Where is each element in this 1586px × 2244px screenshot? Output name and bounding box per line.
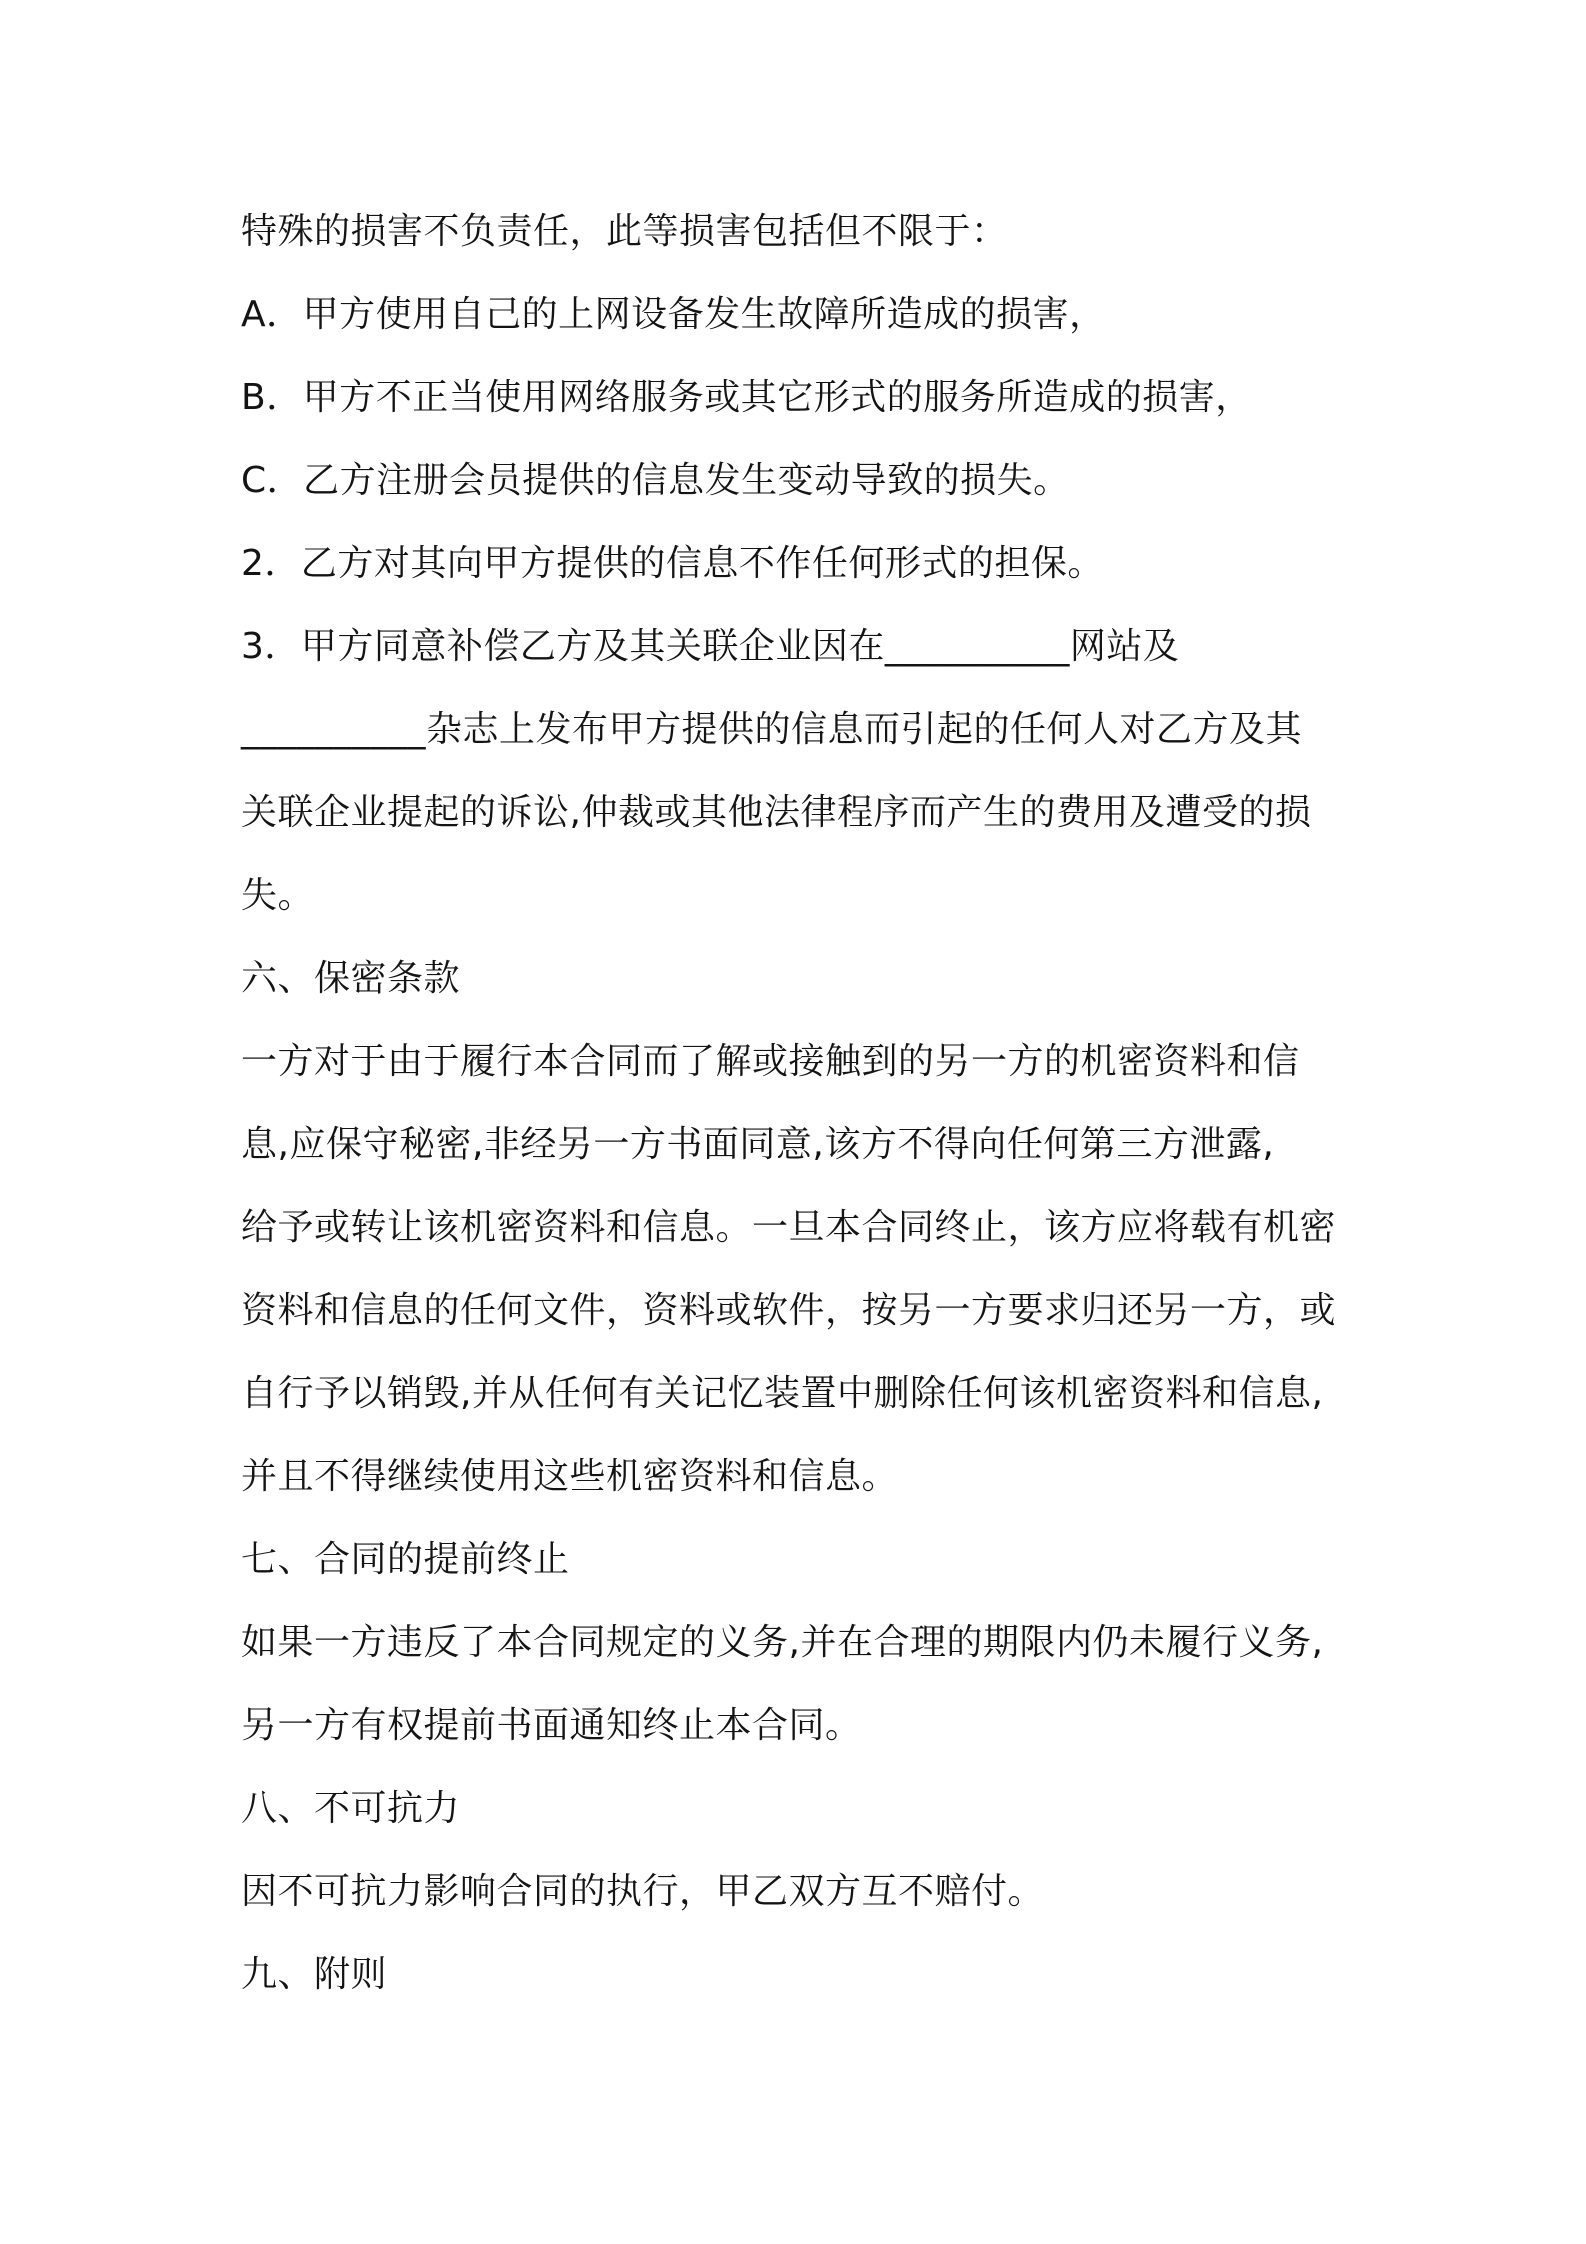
section-heading: 九、附则 <box>241 1954 388 1995</box>
text-line: 如果一方违反了本合同规定的义务,并在合理的期限内仍未履行义务, <box>241 1622 1324 1663</box>
text-line: B．甲方不正当使用网络服务或其它形式的服务所造成的损害， <box>241 377 1252 418</box>
text-line: 并且不得继续使用这些机密资料和信息。 <box>241 1456 899 1497</box>
text-line: 给予或转让该机密资料和信息。一旦本合同终止，该方应将载有机密 <box>241 1207 1337 1248</box>
text-line: 息,应保守秘密,非经另一方书面同意,该方不得向任何第三方泄露, <box>241 1124 1275 1165</box>
text-line: 另一方有权提前书面通知终止本合同。 <box>241 1705 862 1746</box>
section-heading: 七、合同的提前终止 <box>241 1539 570 1580</box>
text-line: 因不可抗力影响合同的执行，甲乙双方互不赔付。 <box>241 1871 1045 1912</box>
text-line: 特殊的损害不负责任，此等损害包括但不限于： <box>241 211 1008 252</box>
text-line: 自行予以销毁,并从任何有关记忆装置中删除任何该机密资料和信息, <box>241 1373 1324 1414</box>
text-line: 关联企业提起的诉讼,仲裁或其他法律程序而产生的费用及遭受的损 <box>241 792 1312 833</box>
section-heading: 八、不可抗力 <box>241 1788 461 1829</box>
section-heading: 六、保密条款 <box>241 958 461 999</box>
text-line: 一方对于由于履行本合同而了解或接触到的另一方的机密资料和信 <box>241 1041 1300 1082</box>
text-line: C．乙方注册会员提供的信息发生变动导致的损失。 <box>241 460 1070 501</box>
text-line: 2．乙方对其向甲方提供的信息不作任何形式的担保。 <box>241 543 1104 584</box>
text-line: 3．甲方同意补偿乙方及其关联企业因在__________网站及 <box>241 626 1180 667</box>
text-line: 失。 <box>241 875 315 916</box>
text-line: A．甲方使用自己的上网设备发生故障所造成的损害， <box>241 294 1106 335</box>
text-line: __________杂志上发布甲方提供的信息而引起的任何人对乙方及其 <box>241 709 1303 750</box>
text-line: 资料和信息的任何文件，资料或软件，按另一方要求归还另一方，或 <box>241 1290 1337 1331</box>
